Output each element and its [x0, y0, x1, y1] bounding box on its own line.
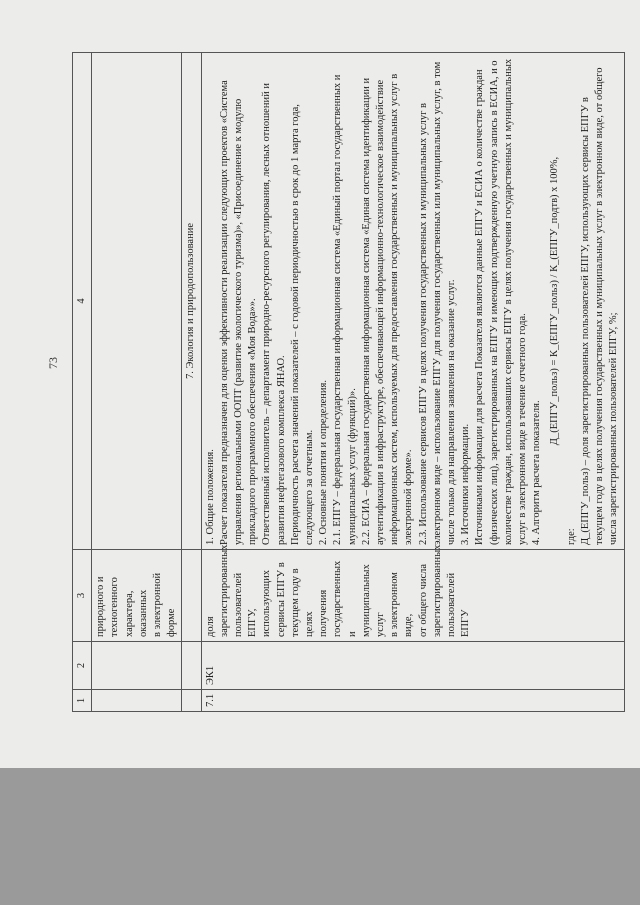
page-number: 73	[46, 357, 60, 369]
header-col3: 3	[73, 550, 92, 642]
previous-row-continuation	[92, 53, 182, 712]
row-code: ЭК1	[201, 642, 624, 690]
header-col4: 4	[73, 53, 92, 550]
formula: Д_(ЕПГУ_польз) = К_(ЕПГУ_польз) / К_(ЕПГУ_подтв) x 100%,	[548, 156, 560, 446]
formula-definition: Д_(ЕПГУ_польз) – доля зарегистрированных пользователей ЕПГУ, использующих сервисы ЕПГУ в текущем году в целях получения государственных и муниципальных услуг в электронном виде, от общего числа зарегистрированных пользователей ЕПГУ, %;	[579, 67, 620, 545]
row-indicator: доля зарегистрированных пользователей ЕПГУ, использующих сервисы ЕПГУ в текущем году в целях получения государственных и муниципальных услуг в электронном виде, от общего числа зарегистрированных пользователей ЕПГУ	[201, 550, 624, 642]
previous-row-indicator: природного и техногенного характера, оказанных в электронной форме	[92, 550, 182, 642]
header-col2: 2	[73, 642, 92, 690]
table-row	[201, 53, 624, 712]
table-header-row	[73, 53, 92, 712]
row-number: 7.1	[201, 690, 624, 712]
header-col1: 1	[73, 690, 92, 712]
section-title: 7. Экология и природопользование	[182, 53, 201, 550]
section-row	[182, 53, 201, 712]
row-methodology: 1. Общие положения. Расчет показателя предназначен для оценки эффективности реализации следующих проектов «Система управления региональными ООПТ (развитие экологического туризма)», «Присоединение к модулю прикладного программного обеспечения «Моя Вода»». Ответственный исполнитель – департамент природно-ресурсного регулирования, лесных отношений и развития нефтегазового комплекса ЯНАО. Периодичность расчета значений показателей – с годовой периодичностью в срок до 1 марта года, следующего за отчетным. 2. Основные понятия и определения. 2.1. ЕПГУ – федеральная государственная информационная система «Единый портал государственных и муниципальных услуг (функций)». 2.2. ЕСИА – федеральная государственная информационная система «Единая система идентификации и аутентификации в инфраструктуре, обеспечивающей информационно-технологическое взаимодействие информационных систем, используемых для предоставления государственных и муниципальных услуг в электронной форме». 2.3. Использование сервисов ЕПГУ в целях получения государственных и муниципальных услуг в электронном виде – использование ЕПГУ для получения государственных или муниципальных услуг, в том числе только для направления заявления на оказание услуг. 3. Источники информации. Источниками информации для расчета Показателя являются данные ЕПГУ и ЕСИА о количестве граждан (физических лиц), зарегистрированных на ЕПГУ и имеющих подтвержденную учетную запись в ЕСИА, и о количестве граждан, использовавших сервисы ЕПГУ в целях получения государственных и муниципальных услуг в электронном виде в течение отчетного года. 4. Алгоритм расчета показателя. Д_(ЕПГУ_польз) = К_(ЕПГУ_польз) / К_(ЕПГУ_подтв) x 100%, где: Д_(ЕПГУ_польз) – доля зарегистрированных пользователей ЕПГУ, использующих сервисы ЕПГУ в текущем году в целях получения государственных и муниципальных услуг в электронном виде, от общего числа зарегистрированных пользователей ЕПГУ, %;	[201, 53, 624, 550]
rotated-table-area	[72, 52, 632, 712]
indicator-table	[72, 52, 625, 712]
where-label: где:	[565, 528, 577, 545]
